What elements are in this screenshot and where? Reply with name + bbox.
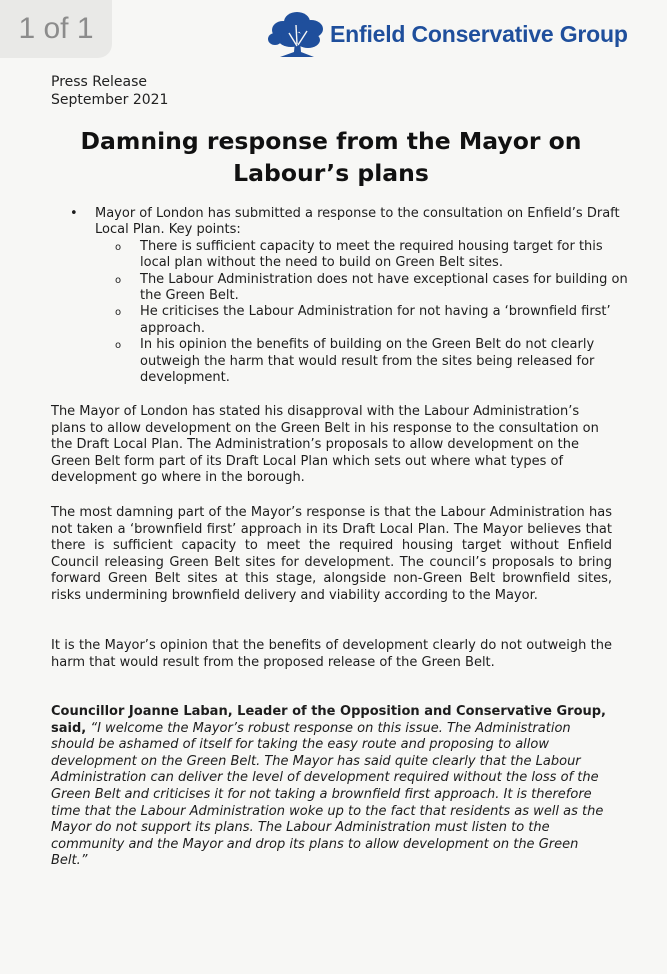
tree-logo-icon	[266, 8, 328, 60]
list-item	[115, 239, 630, 272]
list-item	[115, 304, 630, 337]
page-title-line-2: Labour’s plans	[233, 159, 429, 187]
paragraph: The Mayor of London has stated his disapproval with the Labour Administration’s plans to allow development on the Green Belt in his response to the consultation on the Draft Local Plan. The Administration’s proposals to allow development on the Green Belt form part of its Draft Local Plan which sets out where what types of development go where in the borough.	[51, 404, 599, 486]
bullet-icon: •	[70, 206, 78, 221]
page-title-line-1: Damning response from the Mayor on	[80, 127, 582, 155]
quote-paragraph	[51, 704, 612, 870]
brand-header	[266, 8, 628, 60]
list-item-text: In his opinion the benefits of building on the Green Belt do not clearly outweigh the harm that would result from the sites being released for development.	[140, 337, 595, 386]
paragraph: It is the Mayor’s opinion that the benefits of development clearly do not outweigh the harm that would result from the proposed release of the Green Belt.	[51, 638, 612, 670]
circle-bullet-icon: o	[115, 241, 122, 253]
list-item-text: There is sufficient capacity to meet the required housing target for this local plan without the need to build on Green Belt sites.	[140, 238, 603, 271]
quote-speaker: Councillor Joanne Laban, Leader of the Opposition and Conservative Group, said,	[51, 704, 606, 736]
paragraph: The most damning part of the Mayor’s response is that the Labour Administration has not taken a ‘brownfield first’ approach in its Draft Local Plan. The Mayor believes that there is sufficient capacity to meet the required housing target without Enfield Council releasing Green Belt sites for development. The council’s proposals to bring forward Green Belt sites at this stage, alongside non-Green Belt brownfield sites, risks undermining brownfield delivery and viability according to the Mayor.	[51, 505, 612, 603]
key-points-list	[70, 239, 630, 387]
list-item-text: The Labour Administration does not have exceptional cases for building on the Green Belt.	[140, 271, 628, 304]
brand-name: Enfield Conservative Group	[330, 20, 628, 47]
release-date: September 2021	[51, 92, 169, 108]
key-points	[70, 206, 630, 386]
page-counter: 1 of 1	[0, 0, 112, 58]
circle-bullet-icon: o	[115, 274, 122, 286]
list-item-text: He criticises the Labour Administration for not having a ‘brownfield first’ approach.	[140, 304, 611, 336]
list-item	[115, 272, 630, 305]
circle-bullet-icon: o	[115, 340, 122, 352]
key-points-intro-text: Mayor of London has submitted a response to the consultation on Enfield’s Draft Local Plan. Key points:	[95, 206, 620, 238]
quote-text: “I welcome the Mayor’s robust response on this issue. The Administration should be ashamed of itself for taking the easy route and proposing to allow development on the Green Belt. The Mayor has said quite clearly that the Labour Administration can deliver the level of development required without the loss of the Green Belt and criticises it for not taking a brownfield first approach. It is therefore time that the Labour Administration woke up to the fact that residents as well as the Mayor do not support its plans. The Labour Administration must listen to the community and the Mayor and drop its plans to allow development on the Green Belt.”	[51, 720, 604, 869]
key-points-intro	[70, 206, 630, 239]
release-meta	[51, 73, 168, 109]
circle-bullet-icon: o	[115, 307, 122, 319]
release-type: Press Release	[51, 74, 147, 90]
page-title	[40, 125, 622, 189]
list-item	[115, 337, 630, 386]
